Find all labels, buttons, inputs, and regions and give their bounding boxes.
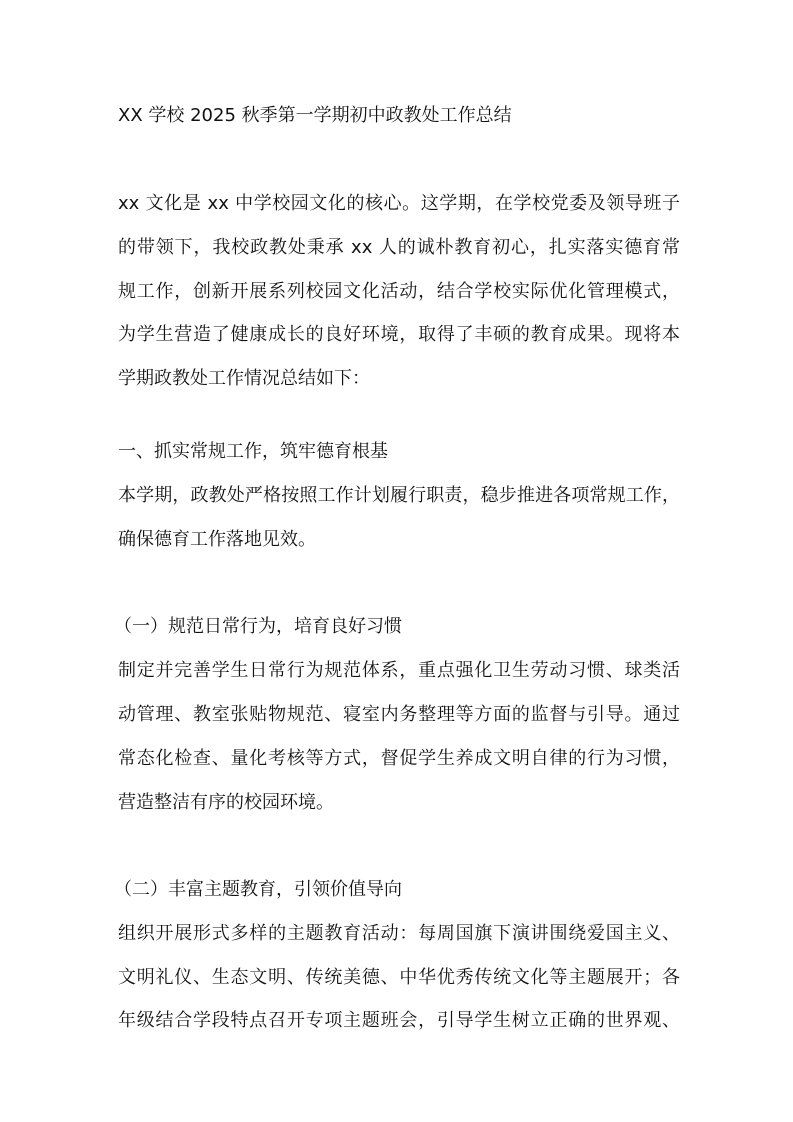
body-line: 营造整洁有序的校园环境。	[118, 792, 334, 813]
body-line: 文明礼仪、生态文明、传统美德、中华优秀传统文化等主题展开；各	[118, 967, 680, 988]
body-line: 年级结合学段特点召开专项主题班会，引导学生树立正确的世界观、	[118, 1010, 680, 1031]
intro-line: 学期政教处工作情况总结如下：	[118, 368, 370, 389]
intro-line: 的带领下，我校政教处秉承 xx 人的诚朴教育初心，扎实落实德育常	[118, 237, 680, 258]
body-line: 组织开展形式多样的主题教育活动：每周国旗下演讲围绕爱国主义、	[118, 923, 680, 944]
document-title: XX 学校 2025 秋季第一学期初中政教处工作总结	[118, 105, 512, 126]
subsection-heading: （一）规范日常行为，培育良好习惯	[114, 616, 402, 637]
body-line: 本学期，政教处严格按照工作计划履行职责，稳步推进各项常规工作，	[118, 485, 680, 506]
section-heading: 一、抓实常规工作，筑牢德育根基	[118, 441, 388, 462]
intro-line: 规工作，创新开展系列校园文化活动，结合学校实际优化管理模式，	[118, 281, 680, 302]
intro-line: xx 文化是 xx 中学校园文化的核心。这学期，在学校党委及领导班子	[118, 193, 680, 214]
intro-line: 为学生营造了健康成长的良好环境，取得了丰硕的教育成果。现将本	[118, 324, 680, 345]
body-line: 确保德育工作落地见效。	[118, 529, 316, 550]
body-line: 动管理、教室张贴物规范、寝室内务整理等方面的监督与引导。通过	[118, 704, 680, 725]
body-line: 常态化检查、量化考核等方式，督促学生养成文明自律的行为习惯，	[118, 748, 680, 769]
subsection-heading: （二）丰富主题教育，引领价值导向	[114, 879, 402, 900]
body-line: 制定并完善学生日常行为规范体系，重点强化卫生劳动习惯、球类活	[118, 660, 680, 681]
